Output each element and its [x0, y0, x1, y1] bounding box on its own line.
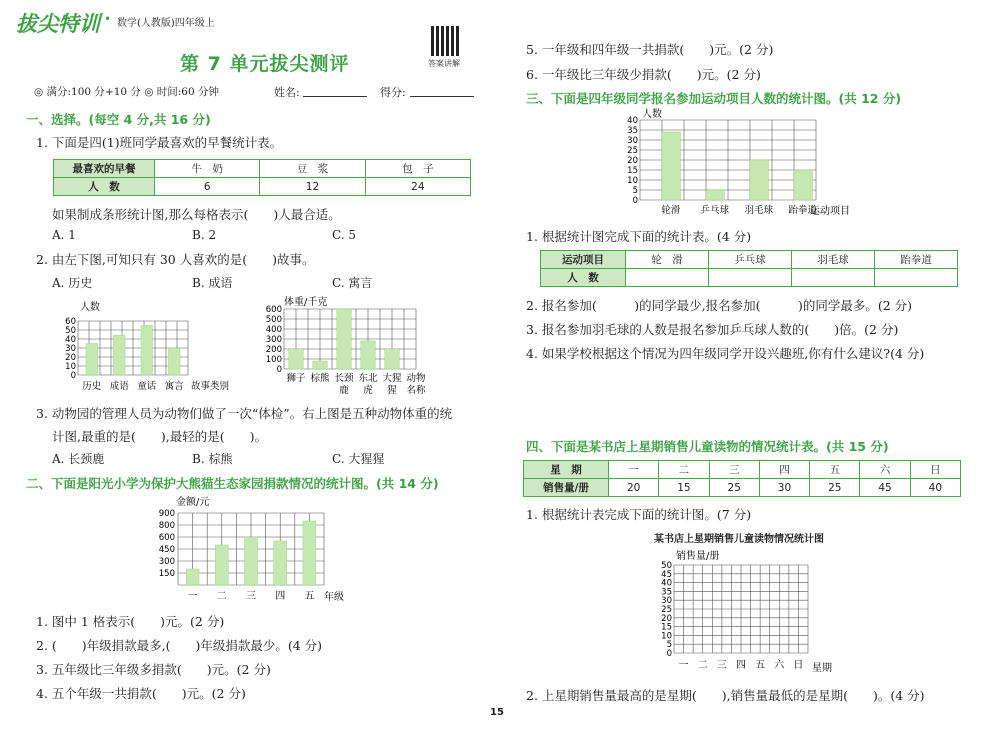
- x-tick-label: 二: [216, 591, 227, 602]
- brand-logo: 拔尖特训: [16, 12, 100, 36]
- score-label: 得分:: [380, 86, 406, 99]
- y-tick-label: 0: [632, 196, 638, 206]
- y-tick-label: 50: [661, 561, 672, 571]
- x-tick-label: 动物: [406, 373, 426, 384]
- x-tick-label: 四: [736, 660, 746, 671]
- table-cell: 20: [609, 479, 659, 497]
- sports-chart: [600, 104, 870, 220]
- weight-chart: [262, 293, 452, 403]
- blank-chart-title: 某书店上星期销售儿童读物情况统计图: [654, 534, 824, 545]
- section2-title: 二、下面是阳光小学为保护大熊猫生态家园捐款情况的统计图。(共 14 分): [26, 476, 439, 491]
- table-cell: 运动项目: [541, 251, 626, 269]
- donation-y-ticks: [159, 509, 175, 579]
- x-tick-label: 长颈: [334, 373, 354, 384]
- table-cell: 六: [860, 461, 910, 479]
- x-tick-label: 童话: [137, 381, 157, 392]
- s4-q2: 2. 上星期销售量最高的是星期( ),销售量最低的是星期( )。(4 分): [526, 688, 925, 703]
- x-tick-label: 狮子: [286, 373, 306, 384]
- x-tick-label: 乒乓球: [700, 205, 730, 216]
- story-y-ticks: [65, 317, 76, 381]
- s2-q2: 2. ( )年级捐款最多,( )年级捐款最少。(4 分): [36, 638, 323, 653]
- y-tick-label: 40: [65, 335, 76, 345]
- s1-q2-option-a[interactable]: A. 历史: [52, 276, 93, 290]
- s4-q1: 1. 根据统计表完成下面的统计图。(7 分): [526, 507, 752, 522]
- story-x-labels: [82, 380, 184, 392]
- s1-q3-line1: 3. 动物园的管理人员为动物们做了一次“体检”。右上图是五种动物体重的统: [36, 406, 453, 421]
- section1-title: 一、选择。(每空 4 分,共 16 分): [26, 112, 211, 127]
- donation-chart: [140, 493, 360, 605]
- bar: [114, 335, 126, 375]
- bar: [186, 569, 199, 585]
- s1-q1-option-a[interactable]: A. 1: [52, 228, 76, 242]
- answer-cell[interactable]: [709, 269, 792, 287]
- y-tick-label: 500: [265, 315, 282, 325]
- answer-cell[interactable]: [626, 269, 709, 287]
- table-cell: 日: [910, 461, 960, 479]
- s2-q6: 6. 一年级比三年级少捐款( )元。(2 分): [526, 67, 761, 82]
- table-cell: 45: [860, 479, 910, 497]
- y-tick-label: 30: [65, 344, 76, 354]
- table-cell: 二: [659, 461, 709, 479]
- y-tick-label: 150: [158, 569, 175, 579]
- y-tick-label: 25: [627, 146, 638, 156]
- s2-q3: 3. 五年级比三年级多捐款( )元。(2 分): [36, 662, 271, 677]
- x-tick-label: 虎: [363, 385, 373, 396]
- story-x-axis-label: 故事类别: [191, 381, 230, 392]
- s1-q1b: 如果制成条形统计图,那么每格表示( )人最合适。: [52, 207, 341, 222]
- x-tick-label: 历史: [82, 381, 102, 392]
- y-tick-label: 20: [661, 613, 672, 624]
- bar: [794, 170, 812, 200]
- s1-q3-option-c[interactable]: C. 大猩猩: [332, 452, 385, 466]
- y-tick-label: 600: [158, 533, 175, 543]
- weight-y-ticks: [266, 305, 282, 375]
- bar: [141, 326, 153, 376]
- table-cell: 牛 奶: [155, 160, 260, 178]
- story-chart: [60, 297, 240, 397]
- s1-q1-option-c[interactable]: C. 5: [332, 228, 357, 242]
- qr-label: 答案讲解: [428, 59, 460, 68]
- section3-title: 三、下面是四年级同学报名参加运动项目人数的统计图。(共 12 分): [526, 91, 902, 106]
- s1-q3-option-a[interactable]: A. 长颈鹿: [52, 452, 105, 466]
- donation-y-label: 金额/元: [176, 497, 210, 508]
- table-cell: 25: [810, 479, 860, 497]
- score-blank[interactable]: [410, 96, 474, 97]
- table-cell: 15: [659, 479, 709, 497]
- answer-cell[interactable]: [792, 269, 875, 287]
- s3-q2: 2. 报名参加( )的同学最少,报名参加( )的同学最多。(2 分): [526, 298, 913, 313]
- y-tick-label: 0: [70, 371, 76, 381]
- y-tick-label: 30: [627, 136, 638, 146]
- brand-dot: •: [104, 12, 112, 26]
- y-tick-label: 60: [65, 317, 76, 327]
- y-tick-label: 20: [65, 353, 76, 363]
- bar: [706, 190, 724, 200]
- y-tick-label: 300: [265, 335, 282, 345]
- x-tick-label: 轮滑: [661, 205, 681, 216]
- donation-x-axis-label: 年级: [324, 592, 344, 603]
- y-tick-label: 45: [661, 569, 672, 580]
- table-cell: 一: [609, 461, 659, 479]
- s1-q2: 2. 由左下图,可知只有 30 人喜欢的是( )故事。: [36, 252, 315, 267]
- s1-q3-line2: 计图,最重的是( ),最轻的是( )。: [52, 429, 267, 444]
- y-tick-label: 400: [265, 325, 282, 335]
- x-tick-label: 四: [275, 591, 286, 602]
- blank-y-label: 销售量/册: [676, 551, 720, 562]
- bar: [215, 545, 228, 585]
- section4-title: 四、下面是某书店上星期销售儿童读物的情况统计表。(共 15 分): [526, 439, 889, 454]
- y-tick-label: 5: [666, 640, 672, 651]
- y-tick-label: 50: [65, 326, 76, 336]
- y-tick-label: 25: [661, 605, 672, 615]
- x-tick-label: 二: [697, 660, 708, 671]
- blank-x-labels: [679, 659, 804, 671]
- s3-q3: 3. 报名参加羽毛球的人数是报名参加乒乓球人数的( )倍。(2 分): [526, 322, 899, 337]
- table-cell: 包 子: [365, 160, 470, 178]
- bar: [337, 309, 351, 369]
- y-tick-label: 40: [661, 578, 672, 589]
- x-tick-label: 一: [678, 660, 689, 671]
- sports-x-axis-label: 运动项目: [810, 206, 850, 217]
- s3-q1: 1. 根据统计图完成下面的统计表。(4 分): [526, 229, 752, 244]
- blank-grid: [674, 565, 808, 653]
- x-tick-label: 跆拳道: [788, 205, 818, 216]
- qr-code-icon[interactable]: [431, 26, 461, 56]
- table-cell: 6: [155, 178, 260, 196]
- bar: [385, 349, 399, 369]
- y-tick-label: 35: [627, 126, 638, 136]
- table-cell: 12: [260, 178, 365, 196]
- y-tick-label: 450: [158, 545, 175, 555]
- y-tick-label: 15: [627, 166, 638, 176]
- bar: [361, 341, 375, 369]
- table-cell: 豆 浆: [260, 160, 365, 178]
- s2-q4: 4. 五个年级一共捐款( )元。(2 分): [36, 686, 246, 701]
- subject-label: 数学(人教版)四年级上: [117, 18, 215, 29]
- x-tick-label: 日: [793, 660, 804, 671]
- y-tick-label: 5: [632, 186, 638, 196]
- name-label: 姓名:: [274, 86, 300, 99]
- x-tick-label: 棕熊: [310, 373, 330, 384]
- y-tick-label: 800: [158, 521, 175, 531]
- y-tick-label: 0: [666, 649, 672, 659]
- y-tick-label: 40: [627, 116, 638, 126]
- score-time-line: ◎ 满分:100 分+10 分 ◎ 时间:60 分钟: [34, 86, 219, 98]
- bar: [86, 344, 98, 376]
- y-tick-label: 0: [276, 365, 282, 375]
- bar: [313, 361, 327, 369]
- x-tick-label: 五: [755, 660, 766, 671]
- sales-table: [523, 460, 961, 497]
- bar: [750, 160, 768, 200]
- table-cell: 人 数: [54, 178, 155, 196]
- y-tick-label: 15: [661, 622, 672, 633]
- table-cell: 四: [759, 461, 809, 479]
- blank-x-axis-label: 星期: [812, 663, 832, 674]
- table-cell: 销售量/册: [524, 479, 609, 497]
- x-tick-label: 鹿: [339, 385, 349, 396]
- sports-y-label: 人数: [642, 109, 662, 120]
- y-tick-label: 10: [65, 362, 76, 372]
- x-tick-label: 成语: [109, 381, 129, 392]
- blank-sales-chart[interactable]: [640, 545, 840, 675]
- sports-y-ticks: [627, 116, 638, 206]
- table-cell: 40: [910, 479, 960, 497]
- y-tick-label: 100: [265, 355, 282, 365]
- bar: [662, 132, 680, 200]
- s3-q4: 4. 如果学校根据这个情况为四年级同学开设兴趣班,你有什么建议?(4 分): [526, 346, 925, 361]
- y-tick-label: 900: [158, 509, 175, 519]
- story-y-label: 人数: [80, 302, 100, 313]
- y-tick-label: 20: [627, 156, 638, 166]
- x-tick-label: 大猩: [382, 373, 402, 384]
- x-tick-label: 六: [774, 660, 785, 671]
- table-cell: 轮 滑: [626, 251, 709, 269]
- breakfast-table: [53, 159, 471, 196]
- y-tick-label: 10: [627, 176, 638, 186]
- y-tick-label: 30: [661, 596, 672, 607]
- s1-q3-option-b[interactable]: B. 棕熊: [192, 452, 233, 466]
- x-tick-label: 东北: [358, 373, 378, 384]
- name-blank[interactable]: [303, 96, 367, 97]
- weight-y-label: 体重/千克: [284, 297, 328, 308]
- s1-q2-option-b[interactable]: B. 成语: [192, 276, 233, 290]
- answer-cell[interactable]: [875, 269, 958, 287]
- table-cell: 跆拳道: [875, 251, 958, 269]
- table-cell: 星 期: [524, 461, 609, 479]
- blank-y-ticks: [661, 561, 672, 659]
- table-cell: 24: [365, 178, 470, 196]
- table-cell: 五: [810, 461, 860, 479]
- table-cell: 30: [759, 479, 809, 497]
- x-tick-label: 猩: [387, 385, 397, 396]
- x-tick-label: 名称: [406, 385, 426, 396]
- table-cell: 人 数: [541, 269, 626, 287]
- s1-q1-option-b[interactable]: B. 2: [192, 228, 217, 242]
- sports-x-labels: [661, 204, 817, 216]
- page-number: 15: [490, 707, 504, 718]
- y-tick-label: 600: [265, 305, 282, 315]
- y-tick-label: 35: [661, 587, 672, 598]
- x-tick-label: 三: [716, 660, 727, 671]
- table-cell: 羽毛球: [792, 251, 875, 269]
- y-tick-label: 200: [265, 345, 282, 355]
- table-cell: 三: [709, 461, 759, 479]
- s1-q1: 1. 下面是四(1)班同学最喜欢的早餐统计表。: [36, 135, 283, 150]
- bar: [289, 349, 303, 369]
- table-cell: 25: [709, 479, 759, 497]
- x-tick-label: 一: [187, 591, 198, 602]
- bar: [274, 541, 287, 585]
- donation-x-labels: [188, 590, 315, 602]
- table-cell: 最喜欢的早餐: [54, 160, 155, 178]
- page-title: 第 7 单元拔尖测评: [180, 53, 350, 75]
- x-tick-label: 三: [246, 591, 256, 602]
- s2-q5: 5. 一年级和四年级一共捐款( )元。(2 分): [526, 42, 774, 57]
- table-cell: 乒乓球: [709, 251, 792, 269]
- x-tick-label: 羽毛球: [744, 205, 774, 216]
- bar: [303, 521, 316, 585]
- s1-q2-option-c[interactable]: C. 寓言: [332, 276, 373, 290]
- s2-q1: 1. 图中 1 格表示( )元。(2 分): [36, 614, 225, 629]
- x-tick-label: 寓言: [164, 381, 184, 392]
- weight-x-labels: [286, 372, 426, 396]
- bar: [245, 537, 258, 585]
- sports-table: [540, 250, 958, 287]
- bar: [169, 348, 181, 375]
- y-tick-label: 300: [158, 557, 175, 567]
- x-tick-label: 五: [304, 591, 315, 602]
- y-tick-label: 10: [661, 631, 672, 642]
